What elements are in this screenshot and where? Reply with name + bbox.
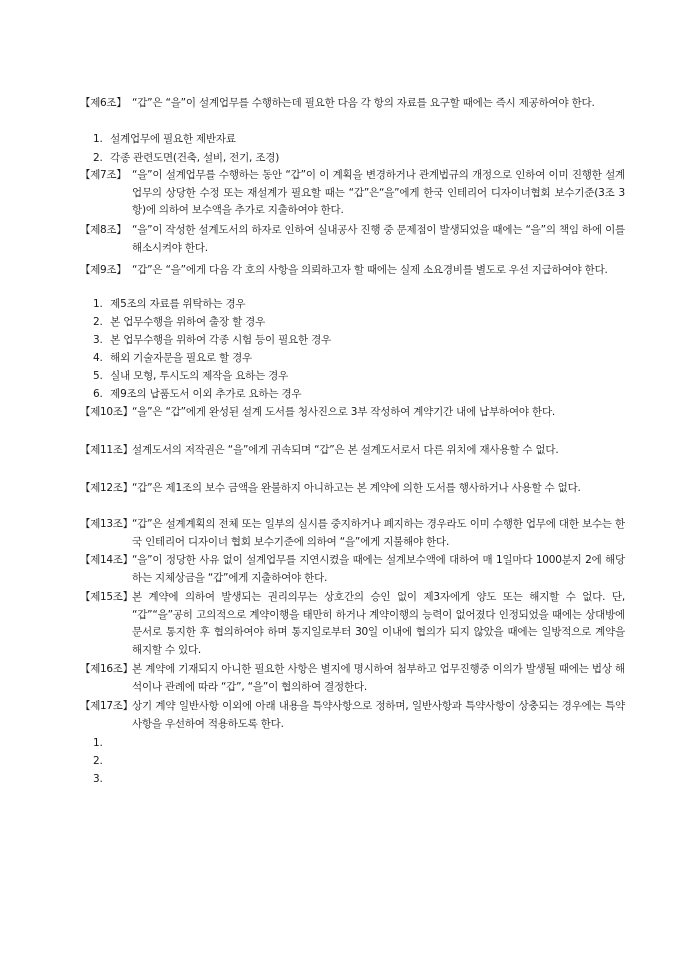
article-14 — [80, 552, 625, 587]
article-text: “갑”은 “을”에게 다음 각 호의 사항을 의뢰하고자 할 때에는 실제 소요경비를 별도로 우선 지급하여야 한다. — [132, 264, 608, 276]
article-label: 【제10조】 — [80, 406, 133, 418]
article-text: 상기 계약 일반사항 이외에 아래 내용을 특약사항으로 정하며, 일반사항과 특약사항이 상충되는 경우에는 특약사항을 우선하여 적용하도록 한다. — [132, 700, 625, 730]
article-text: “을”이 설계업무를 수행하는 동안 “갑”이 이 계획을 변경하거나 관계법규의 개정으로 인하여 이미 진행한 설계업무의 상당한 수정 또는 재설계가 필요할 때는 “갑”은“을”에게 한국 인테리어 디자이너협회 보수기준(3조 3항)에 의하여 보수액을 추가로 지출하여야 한다. — [132, 169, 625, 216]
list-item: 1. 제5조의 자료를 위탁하는 경우 — [93, 298, 246, 310]
list-item: 5. 실내 모형, 투시도의 제작을 요하는 경우 — [93, 370, 289, 382]
list-item: 2. — [93, 755, 103, 767]
list-item: 1. 설계업무에 필요한 제반자료 — [93, 133, 236, 145]
article-11 — [80, 442, 625, 460]
article-text: “을”은 “갑”에게 완성된 설계 도서를 청사진으로 3부 작성하여 계약기간 내에 납부하여야 한다. — [132, 406, 556, 418]
article-17 — [80, 698, 625, 733]
list-item: 1. — [93, 737, 103, 749]
list-item: 6. 제9조의 납품도서 이외 추가로 요하는 경우 — [93, 388, 302, 400]
article-text: 설계도서의 저작권은 “을”에게 귀속되며 “갑”은 본 설계도서로서 다른 위치에 재사용할 수 없다. — [132, 444, 559, 456]
article-label: 【제16조】 — [80, 663, 133, 675]
article-8 — [80, 222, 625, 257]
article-label: 【제9조】 — [80, 264, 127, 276]
article-label: 【제13조】 — [80, 518, 133, 530]
article-label: 【제17조】 — [80, 700, 133, 712]
article-label: 【제6조】 — [80, 97, 127, 109]
article-text: 본 계약에 의하여 발생되는 권리의무는 상호간의 승인 없이 제3자에게 양도 또는 해지할 수 없다. 단, “갑”“을”공히 고의적으로 계약이행을 태만히 하거나 계약이행의 능력이 없어졌다 인정되었을 때에는 상대방에 문서로 통지한 후 협의하여야 하며 통지일로부터 30일 이내에 협의가 되지 않았을 때에는 일방적으로 계약을 해지할 수 있다. — [132, 591, 625, 656]
article-15 — [80, 589, 625, 659]
article-text: “갑”은 제1조의 보수 금액을 완불하지 아니하고는 본 계약에 의한 도서를 행사하거나 사용할 수 없다. — [132, 482, 581, 494]
article-label: 【제7조】 — [80, 169, 127, 181]
article-9 — [80, 262, 625, 280]
article-text: “을”이 작성한 설계도서의 하자로 인하여 실내공사 진행 중 문제점이 발생되었을 때에는 “을”의 책임 하에 이를 해소시켜야 한다. — [132, 224, 625, 254]
article-label: 【제14조】 — [80, 554, 133, 566]
article-7 — [80, 167, 625, 220]
article-12 — [80, 480, 625, 498]
article-text: “갑”은 “을”이 설계업무를 수행하는데 필요한 다음 각 항의 자료를 요구할 때에는 즉시 제공하여야 한다. — [132, 97, 595, 109]
article-label: 【제15조】 — [80, 591, 133, 603]
article-label: 【제11조】 — [80, 444, 133, 456]
article-text: “갑”은 설계계획의 전체 또는 일부의 실시를 중지하거나 폐지하는 경우라도 이미 수행한 업무에 대한 보수는 한국 인테리어 디자이너 협회 보수기준에 의하여 “을”에게 지불해야 한다. — [132, 518, 625, 548]
article-label: 【제12조】 — [80, 482, 133, 494]
article-16 — [80, 661, 625, 696]
list-item: 4. 해외 기술자문을 필요로 할 경우 — [93, 352, 252, 364]
list-item: 3. — [93, 773, 103, 785]
article-text: “을”이 정당한 사유 없이 설계업무를 지연시켰을 때에는 설계보수액에 대하여 매 1일마다 1000분지 2에 해당하는 지체상금을 “갑”에게 지출하여야 한다. — [132, 554, 625, 584]
article-text: 본 계약에 기재되지 아니한 필요한 사항은 별지에 명시하여 첨부하고 업무진행중 이의가 발생될 때에는 법상 해석이나 관례에 따라 “갑”, “을”이 협의하여 결정한다. — [132, 663, 625, 693]
list-item: 3. 본 업무수행을 위하여 각종 시험 등이 필요한 경우 — [93, 334, 331, 346]
article-label: 【제8조】 — [80, 224, 127, 236]
article-13 — [80, 516, 625, 551]
article-6 — [80, 95, 625, 113]
list-item: 2. 각종 관련도면(건축, 설비, 전기, 조경) — [93, 152, 280, 164]
article-10 — [80, 404, 625, 422]
list-item: 2. 본 업무수행을 위하여 출장 할 경우 — [93, 316, 266, 328]
